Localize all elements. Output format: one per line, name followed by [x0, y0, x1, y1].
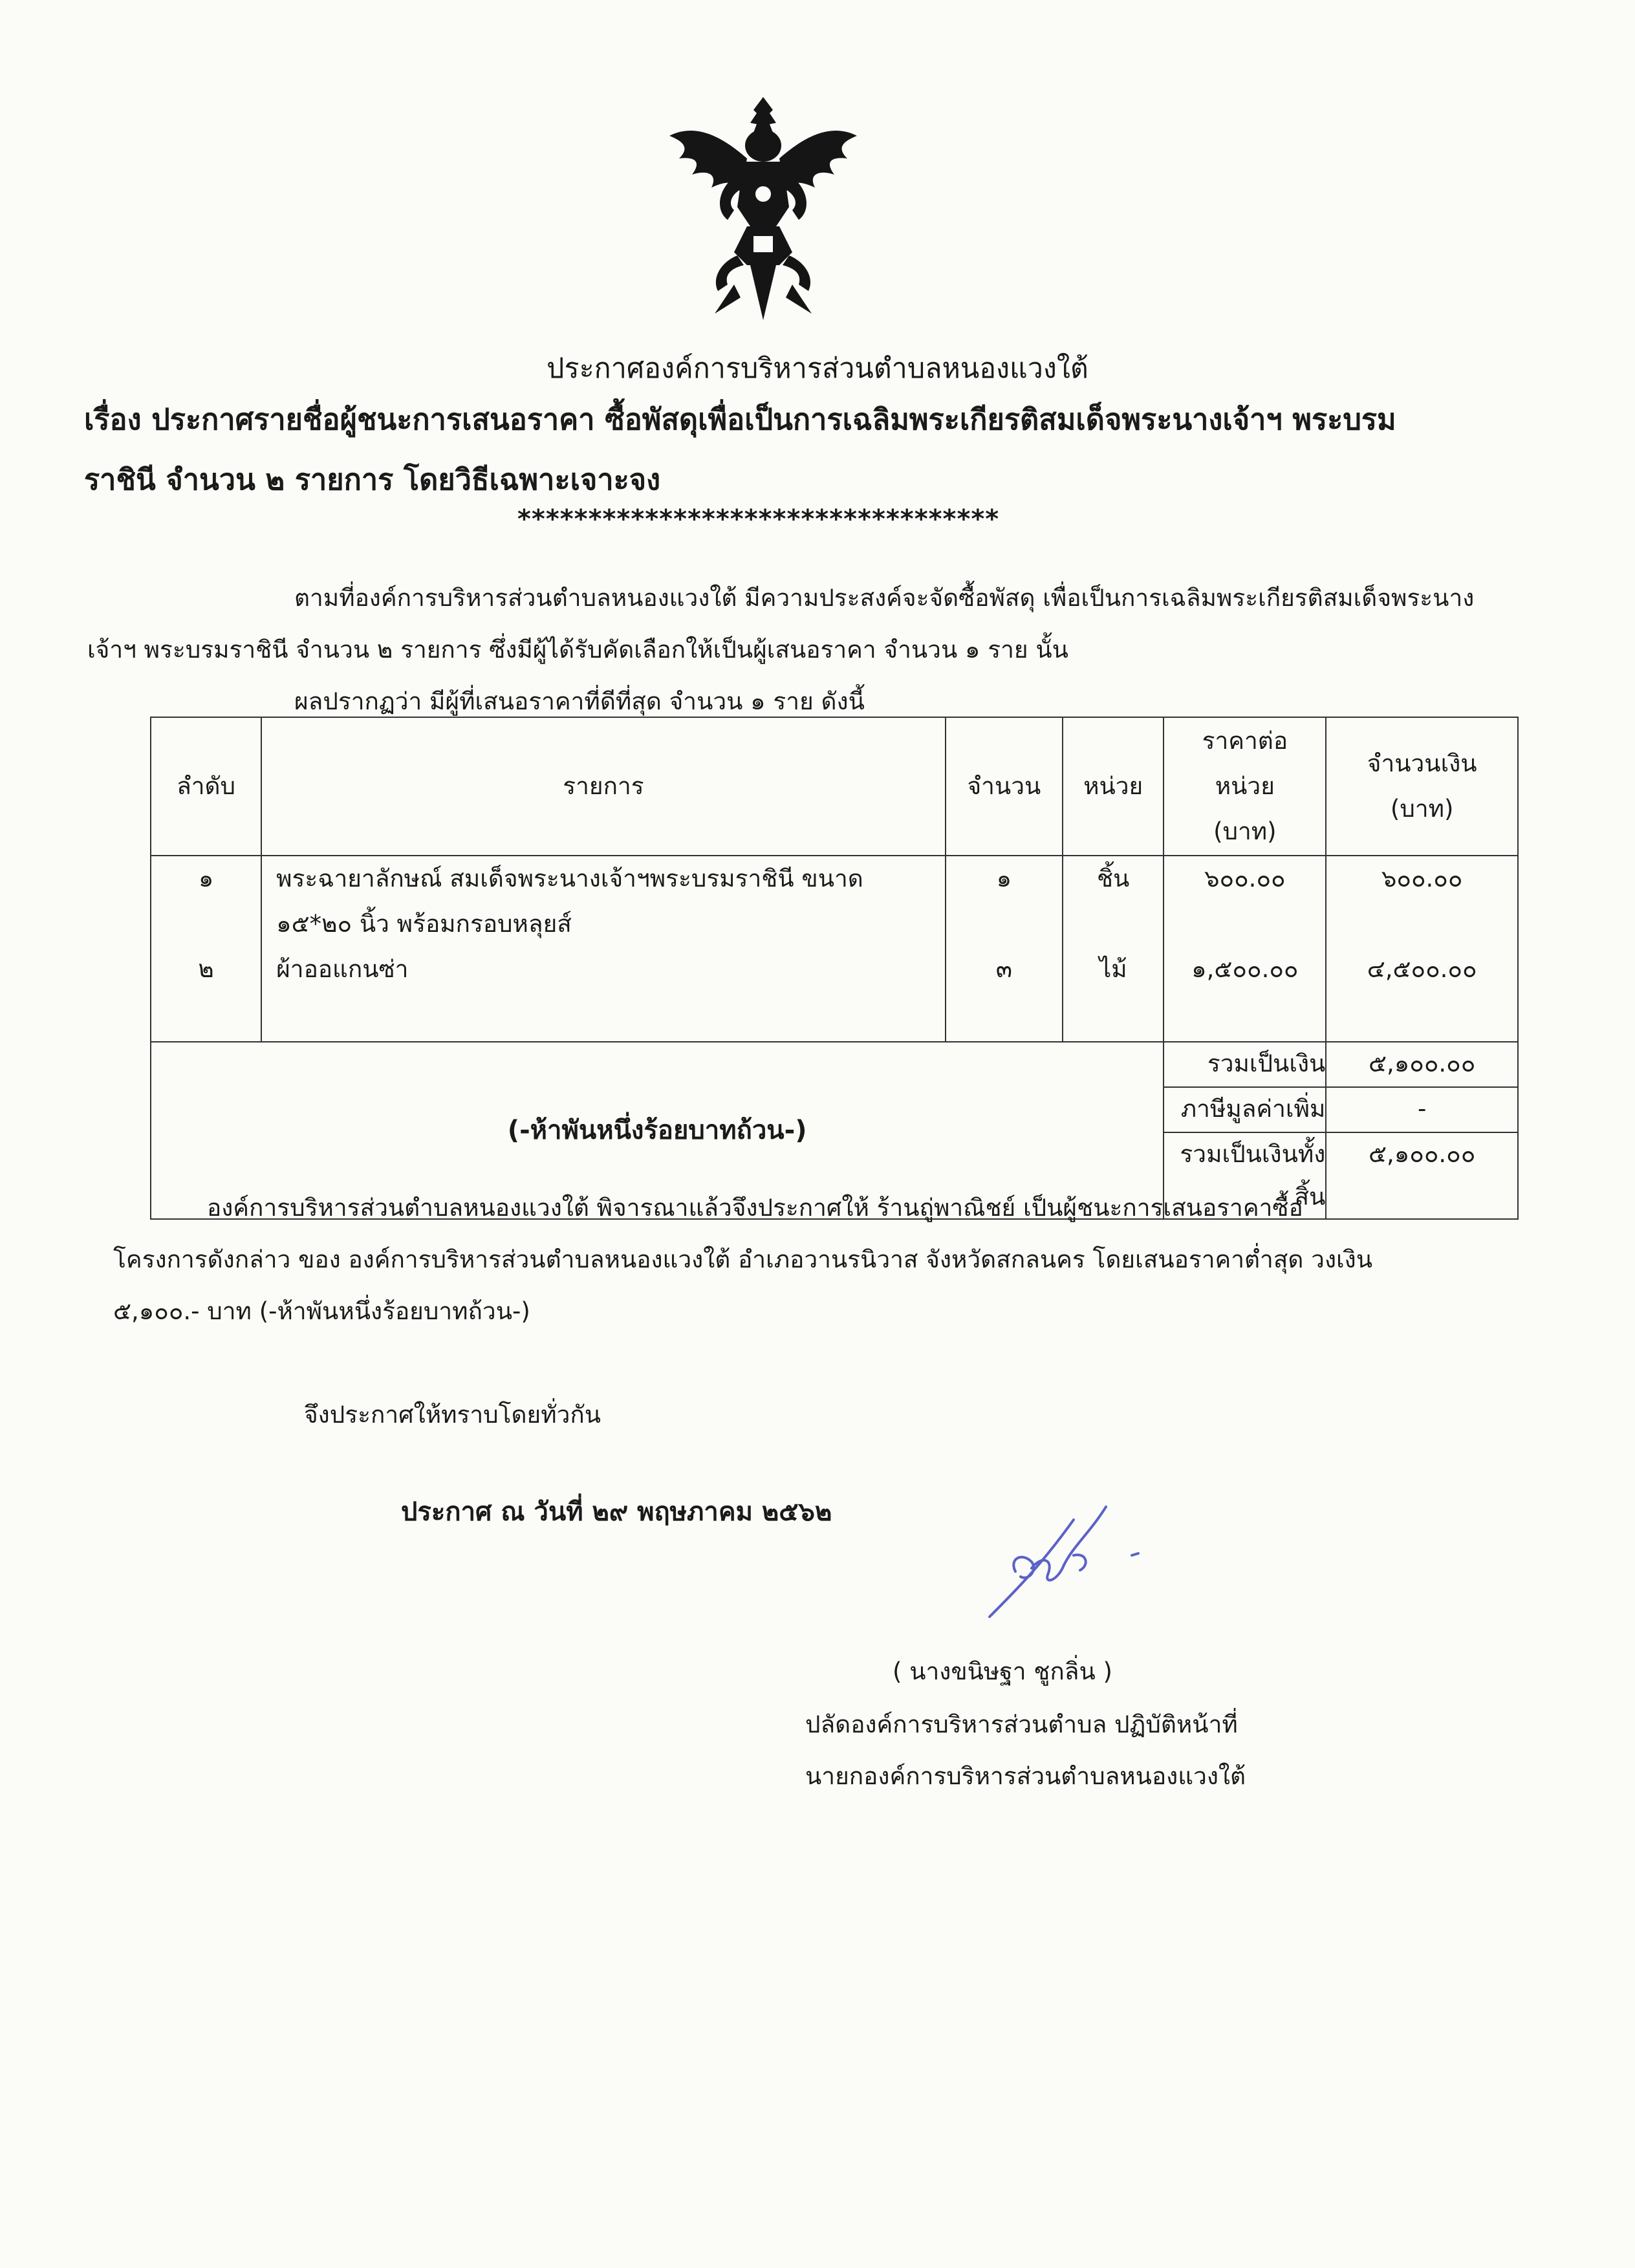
header-price-l2: หน่วย	[1215, 772, 1275, 800]
total-label: รวมเป็นเงินทั้งสิ้น	[1164, 1132, 1326, 1219]
item-2-amount: ๔,๕๐๐.๐๐	[1367, 955, 1477, 983]
item-2-qty: ๓	[995, 955, 1013, 983]
item-2-desc-l1: ผ้าออแกนซ่า	[276, 955, 409, 983]
signatory-position-2: นายกองค์การบริหารส่วนตำบลหนองแวงใต้	[805, 1762, 1246, 1790]
separator-stars: **********************************	[517, 504, 1000, 534]
table-header-row	[151, 717, 1518, 856]
vat-label: ภาษีมูลค่าเพิ่ม	[1164, 1087, 1326, 1132]
date-line: ประกาศ ณ วันที่ ๒๙ พฤษภาคม ๒๕๖๒	[401, 1497, 832, 1527]
item-unit-cell	[1063, 856, 1164, 1042]
item-1-desc-l1: พระฉายาลักษณ์ สมเด็จพระนางเจ้าฯพระบรมราชินี ขนาด	[276, 865, 863, 892]
header-amount	[1326, 717, 1518, 856]
item-price-cell	[1164, 856, 1326, 1042]
closing-text: จึงประกาศให้ทราบโดยทั่วกัน	[304, 1401, 601, 1429]
header-qty: จำนวน	[946, 717, 1063, 856]
intro-line-1: ตามที่องค์การบริหารส่วนตำบลหนองแวงใต้ มีความประสงค์จะจัดซื้อพัสดุ เพื่อเป็นการเฉลิมพระเกียรติสมเด็จพระนาง	[294, 584, 1475, 612]
header-no: ลำดับ	[151, 717, 261, 856]
item-desc-cell	[261, 856, 946, 1042]
subtotal-value: ๕,๑๐๐.๐๐	[1326, 1042, 1518, 1087]
item-amount-cell	[1326, 856, 1518, 1042]
handwritten-signature-icon	[977, 1494, 1171, 1623]
signatory-position-1: ปลัดองค์การบริหารส่วนตำบล ปฏิบัติหน้าที่	[805, 1711, 1238, 1738]
item-2-no: ๒	[198, 955, 214, 983]
item-1-qty: ๑	[996, 865, 1012, 892]
decision-line-3: ๕,๑๐๐.- บาท (-ห้าพันหนึ่งร้อยบาทถ้วน-)	[113, 1297, 530, 1325]
subject-line-2: ราชินี จำนวน ๒ รายการ โดยวิธีเฉพาะเจาะจง	[84, 462, 661, 497]
header-amount-l1: จำนวนเงิน	[1367, 750, 1477, 777]
amount-in-words: (-ห้าพันหนึ่งร้อยบาทถ้วน-)	[151, 1042, 1164, 1219]
item-1-price: ๖๐๐.๐๐	[1204, 865, 1286, 892]
item-1-no: ๑	[198, 865, 214, 892]
header-unit: หน่วย	[1063, 717, 1164, 856]
subtotal-row	[151, 1042, 1518, 1087]
result-line: ผลปรากฏว่า มีผู้ที่เสนอราคาที่ดีที่สุด จำนวน ๑ ราย ดังนี้	[294, 687, 865, 715]
item-2-unit: ไม้	[1099, 955, 1127, 983]
item-no-cell	[151, 856, 261, 1042]
item-1-amount: ๖๐๐.๐๐	[1381, 865, 1463, 892]
intro-line-2: เจ้าฯ พระบรมราชินี จำนวน ๒ รายการ ซึ่งมีผู้ได้รับคัดเลือกให้เป็นผู้เสนอราคา จำนวน ๑ ราย นั้น	[87, 636, 1068, 664]
header-price	[1164, 717, 1326, 856]
announcement-title: ประกาศองค์การบริหารส่วนตำบลหนองแวงใต้	[547, 352, 1088, 385]
header-amount-l2: (บาท)	[1390, 795, 1454, 823]
item-2-price: ๑,๕๐๐.๐๐	[1191, 955, 1299, 983]
item-1-unit: ชิ้น	[1096, 865, 1130, 892]
item-1-desc-l2: ๑๕*๒๐ นิ้ว พร้อมกรอบหลุยส์	[276, 910, 572, 938]
signatory-name: ( นางขนิษฐา ชูกลิ่น )	[893, 1658, 1112, 1685]
garuda-emblem-icon	[656, 97, 870, 320]
header-desc: รายการ	[261, 717, 946, 856]
table-row	[151, 856, 1518, 1042]
decision-line-1: องค์การบริหารส่วนตำบลหนองแวงใต้ พิจารณาแล้วจึงประกาศให้ ร้านถู่พาณิชย์ เป็นผู้ชนะการเสนอราคาซื้อ	[207, 1194, 1303, 1222]
item-qty-cell	[946, 856, 1063, 1042]
header-price-l1: ราคาต่อ	[1202, 727, 1288, 755]
items-table	[150, 717, 1519, 1220]
subject-line-1: เรื่อง ประกาศรายชื่อผู้ชนะการเสนอราคา ซื้อพัสดุเพื่อเป็นการเฉลิมพระเกียรติสมเด็จพระนางเจ้าฯ พระบรม	[84, 402, 1396, 437]
total-value: ๕,๑๐๐.๐๐	[1326, 1132, 1518, 1219]
decision-line-2: โครงการดังกล่าว ของ องค์การบริหารส่วนตำบลหนองแวงใต้ อำเภอวานรนิวาส จังหวัดสกลนคร โดยเสนอราคาต่ำสุด วงเงิน	[113, 1246, 1373, 1273]
subtotal-label: รวมเป็นเงิน	[1164, 1042, 1326, 1087]
vat-value: -	[1326, 1087, 1518, 1132]
header-price-l3: (บาท)	[1213, 817, 1277, 845]
